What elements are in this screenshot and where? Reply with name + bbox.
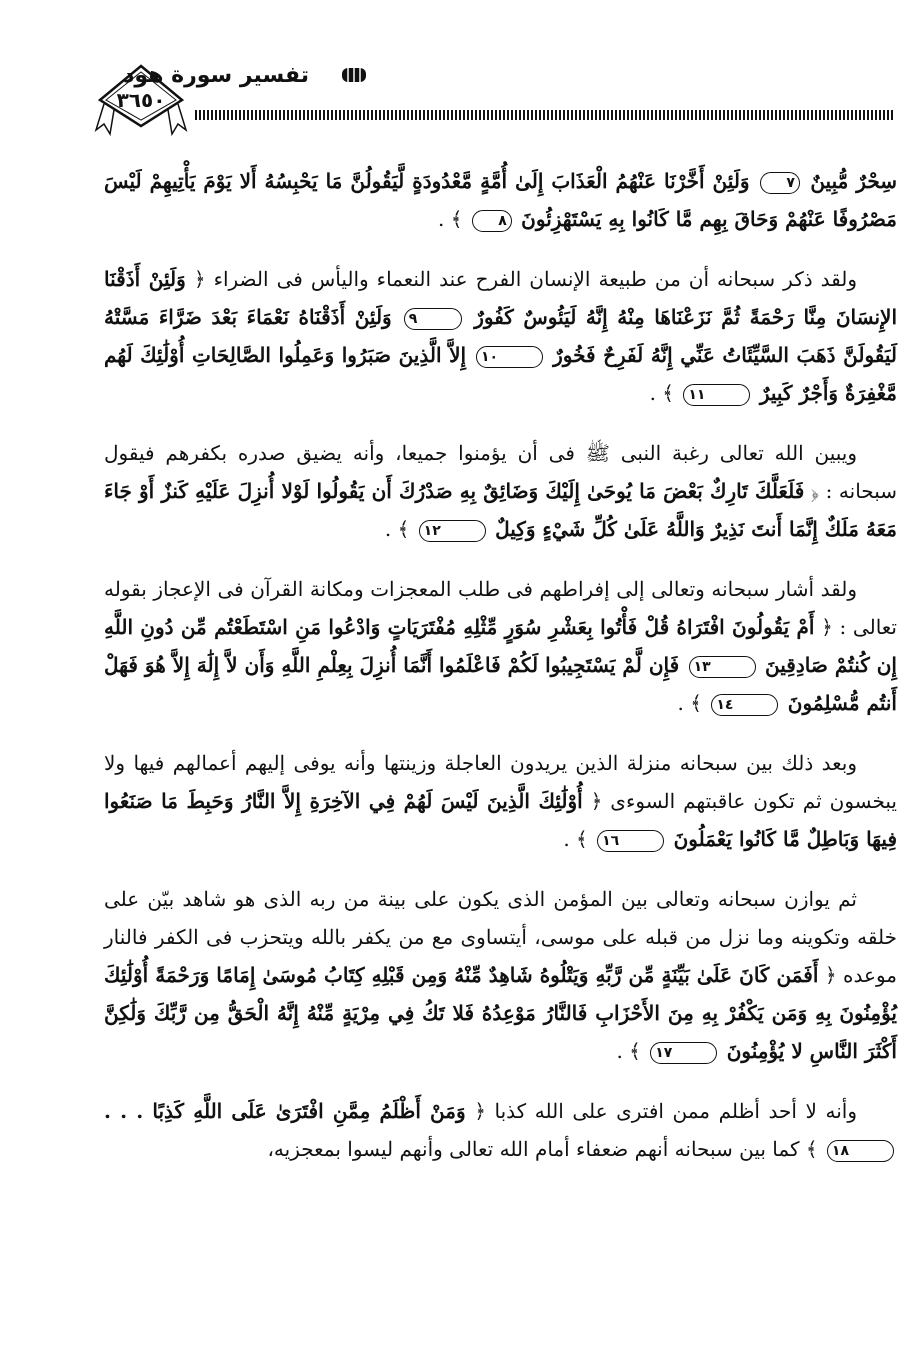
commentary-text: وبعد ذلك بين سبحانه منزلة الذين يريدون العاجلة وزينتها وأنه يوفى إليهم أعمالهم فيها ولا يبخسون ثم تكون عاقبتهم السوءى (104, 751, 897, 813)
paragraph (104, 570, 897, 722)
verse-number-marker: ١٤ (711, 694, 778, 716)
verse-number-marker: ١٦ (597, 830, 664, 852)
verse-number-marker: ١٢ (419, 520, 486, 542)
paragraph (104, 434, 897, 548)
verse-number-marker: ٧ (760, 172, 800, 194)
quran-verse-text: وَلَئِنْ أَذَقْنَاهُ نَعْمَاءَ بَعْدَ ضَرَّاءَ مَسَّتْهُ لَيَقُولَنَّ ذَهَبَ السَّيِّئَاتُ عَنِّي إِنَّهُ لَفَرِحٌ فَخُورٌ (104, 305, 898, 367)
verse-number-marker: ٩ (404, 308, 463, 330)
quran-bracket: ﴿ (804, 479, 820, 503)
header-rule (195, 110, 893, 120)
page-number: ٣٦٥٠ (116, 88, 166, 112)
running-title: تفسير سورة هود (123, 63, 309, 88)
page-header (0, 0, 921, 160)
quran-verse-text: وَلَئِنْ أَخَّرْنَا عَنْهُمُ الْعَذَابَ إِلَىٰ أُمَّةٍ مَّعْدُودَةٍ لَّيَقُولُنَّ مَا يَحْبِسُهُ أَلا يَوْمَ يَأْتِيهِمْ لَيْسَ مَصْرُوفًا عَنْهُمْ وَحَاقَ بِهِم مَّا كَانُوا بِهِ يَسْتَهْزِئُونَ (104, 169, 897, 231)
quran-bracket: ﴿ (465, 1099, 486, 1123)
quran-verse-text: أَفَمَن كَانَ عَلَىٰ بَيِّنَةٍ مِّن رَّبِّهِ وَيَتْلُوهُ شَاهِدٌ مِّنْهُ وَمِن قَبْلِهِ كِتَابُ مُوسَىٰ إِمَامًا وَرَحْمَةً أُوْلَٰئِكَ يُؤْمِنُونَ بِهِ وَمَن يَكْفُرْ بِهِ مِنَ الأَحْزَابِ فَالنَّارُ مَوْعِدُهُ فَلا تَكُ فِي مِرْيَةٍ مِّنْهُ إِنَّهُ الْحَقُّ مِن رَّبِّكَ وَلَٰكِنَّ أَكْثَرَ النَّاسِ لا يُؤْمِنُونَ (104, 963, 897, 1063)
quran-bracket: ﴾ . (616, 1039, 641, 1063)
paragraph (104, 744, 897, 858)
quran-verse-text: فَإِن لَّمْ يَسْتَجِيبُوا لَكُمْ فَاعْلَمُوا أَنَّمَا أُنزِلَ بِعِلْمِ اللَّهِ وَأَن لاَّ إِلَٰهَ إِلاَّ هُوَ فَهَلْ أَنتُم مُّسْلِمُونَ (104, 653, 897, 715)
quran-bracket: ﴾ . (677, 691, 702, 715)
commentary-text: ثم يوازن سبحانه وتعالى بين المؤمن الذى يكون على بينة من ربه الذى هو شاهد بيّن على خلقه وتكوينه وما نزل من قبله على موسى، أيتساوى مع من يكفر بالله ويتحزب فى الكفر فالنار موعده (104, 887, 898, 987)
verse-number-marker: ١٨ (827, 1140, 894, 1162)
quran-verse-text: سِحْرٌ مُّبِينٌ (810, 169, 898, 193)
flower-ornament-icon (340, 64, 368, 86)
commentary-text: ويبين الله تعالى رغبة النبى ﷺ فى أن يؤمنوا جميعا، وأنه يضيق صدره بكفرهم فيقول سبحانه : (104, 441, 897, 503)
verse-number-marker: ١٠ (476, 346, 543, 368)
quran-bracket: ﴿ (582, 789, 603, 813)
verse-number-marker: ١٣ (689, 656, 756, 678)
quran-bracket: ﴾ . (649, 381, 675, 405)
quran-verse-text: وَمَنْ أَظْلَمُ مِمَّنِ افْتَرَىٰ عَلَى اللَّهِ كَذِبًا . . . (104, 1099, 466, 1123)
quran-verse-text: وَلَئِنْ أَذَقْنَا الإِنسَانَ مِنَّا رَحْمَةً ثُمَّ نَزَعْنَاهَا مِنْهُ إِنَّهُ لَيَئُوسٌ كَفُورٌ (104, 267, 898, 329)
paragraph (104, 1092, 897, 1168)
main-text (104, 162, 897, 1190)
quran-verse-text: فَلَعَلَّكَ تَارِكٌ بَعْضَ مَا يُوحَىٰ إِلَيْكَ وَضَائِقٌ بِهِ صَدْرُكَ أَن يَقُولُوا لَوْلا أُنزِلَ عَلَيْهِ كَنزٌ أَوْ جَاءَ مَعَهُ مَلَكٌ إِنَّمَا أَنتَ نَذِيرٌ وَاللَّهُ عَلَىٰ كُلِّ شَيْءٍ وَكِيلٌ (104, 479, 897, 541)
paragraph (104, 162, 897, 238)
paragraph (104, 880, 897, 1070)
quran-verse-text: أُوْلَٰئِكَ الَّذِينَ لَيْسَ لَهُمْ فِي الآخِرَةِ إِلاَّ النَّارُ وَحَبِطَ مَا صَنَعُوا فِيهَا وَبَاطِلٌ مَّا كَانُوا يَعْمَلُونَ (104, 789, 897, 851)
commentary-text: كما بين سبحانه أنهم ضعفاء أمام الله تعالى وأنهم ليسوا بمعجزيه، (267, 1137, 800, 1161)
verse-number-marker: ١١ (683, 384, 750, 406)
quran-bracket: ﴾ . (384, 517, 410, 541)
commentary-text: وأنه لا أحد أظلم ممن افترى على الله كذبا (485, 1099, 858, 1123)
quran-verse-text: إِلاَّ الَّذِينَ صَبَرُوا وَعَمِلُوا الصَّالِحَاتِ أُوْلَٰئِكَ لَهُم مَّغْفِرَةٌ وَأَجْرٌ كَبِيرٌ (104, 343, 897, 405)
paragraph (104, 260, 897, 412)
quran-bracket: ﴿ (814, 615, 833, 639)
quran-bracket: ﴾ . (438, 207, 463, 231)
quran-verse-text: أَمْ يَقُولُونَ افْتَرَاهُ قُلْ فَأْتُوا بِعَشْرِ سُوَرٍ مِّثْلِهِ مُفْتَرَيَاتٍ وَادْعُوا مَنِ اسْتَطَعْتُم مِّن دُونِ اللَّهِ إِن كُنتُمْ صَادِقِينَ (104, 615, 897, 677)
quran-bracket: ﴾ (799, 1137, 818, 1161)
quran-bracket: ﴿ (185, 267, 206, 291)
commentary-text: ولقد ذكر سبحانه أن من طبيعة الإنسان الفرح عند النعماء واليأس فى الضراء (205, 267, 858, 291)
quran-bracket: ﴿ (818, 963, 837, 987)
verse-number-marker: ٨ (472, 210, 512, 232)
commentary-text: ولقد أشار سبحانه وتعالى إلى إفراطهم فى طلب المعجزات ومكانة القرآن فى الإعجاز بقوله تعالى : (104, 577, 898, 639)
verse-number-marker: ١٧ (650, 1042, 717, 1064)
quran-bracket: ﴾ . (563, 827, 588, 851)
